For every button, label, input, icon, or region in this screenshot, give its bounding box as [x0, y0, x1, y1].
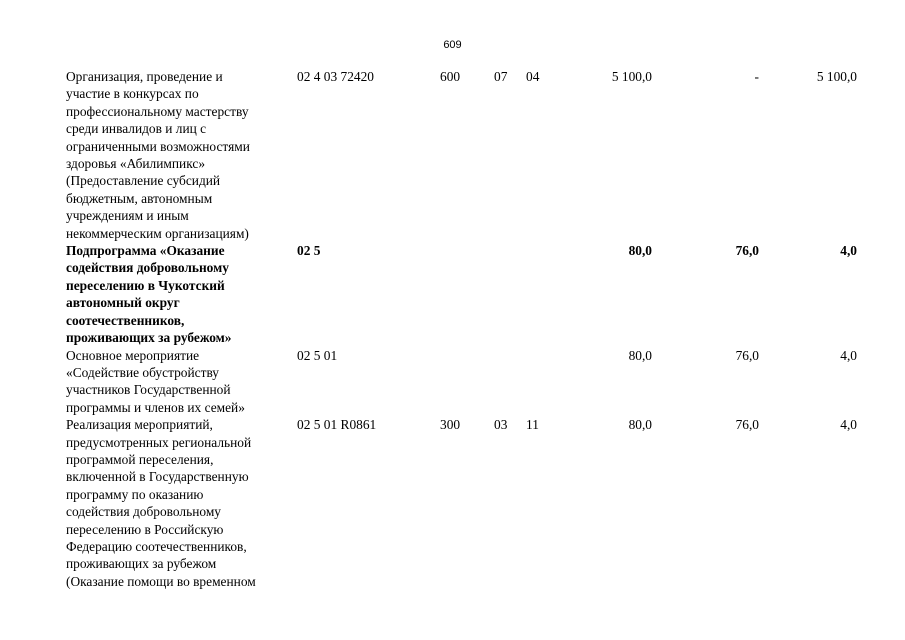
row-subsection: 04: [526, 69, 540, 84]
row-federal: 76,0: [735, 347, 759, 363]
row-regional: 4,0: [840, 417, 857, 433]
row-total: 80,0: [628, 417, 652, 433]
row-regional: 4,0: [840, 243, 857, 259]
table-row: [0, 68, 905, 242]
row-name: Организация, проведение и участие в конкурсах по профессиональному мастерству среди инвалидов и лиц с ограниченными возможностями здоровья «Абилимпикс» (Предоставление субсидий бюджетным, автономным учреждениям и иным некоммерческим организациям): [66, 69, 250, 241]
table-row: [0, 242, 905, 346]
row-section: 07: [494, 69, 508, 84]
row-subsection: 11: [526, 417, 539, 433]
row-code: 02 5 01: [297, 347, 338, 363]
budget-table: [0, 68, 905, 590]
row-code: 02 5 01 R0861: [297, 417, 377, 433]
row-total: 80,0: [628, 347, 652, 363]
row-total: 5 100,0: [611, 69, 652, 84]
row-regional: 4,0: [840, 347, 857, 363]
row-code: 02 5: [297, 243, 321, 259]
table-row: [0, 347, 905, 417]
row-federal: 76,0: [735, 417, 759, 433]
row-regional: 5 100,0: [816, 69, 857, 84]
page-number: 609: [443, 39, 462, 51]
row-section: 03: [494, 417, 508, 433]
row-federal: 76,0: [735, 243, 759, 259]
row-name: Основное мероприятие «Содействие обустройству участников Государственной программы и членов их семей»: [66, 347, 245, 415]
row-name: Подпрограмма «Оказание содействия добровольному переселению в Чукотский автономный округ соотечественников, проживающих за рубежом»: [66, 243, 232, 346]
row-name: Реализация мероприятий, предусмотренных региональной программой переселения, включенной в Государственную программу по оказанию содействия добровольному переселению в Российскую Федерацию соотечественников, проживающих за рубежом (Оказание помощи во временном: [66, 417, 256, 589]
row-federal: -: [754, 69, 759, 84]
row-expense-type: 600: [440, 69, 461, 84]
row-expense-type: 300: [440, 417, 461, 433]
table-row: [0, 416, 905, 590]
row-total: 80,0: [628, 243, 652, 259]
row-code: 02 4 03 72420: [297, 69, 374, 84]
